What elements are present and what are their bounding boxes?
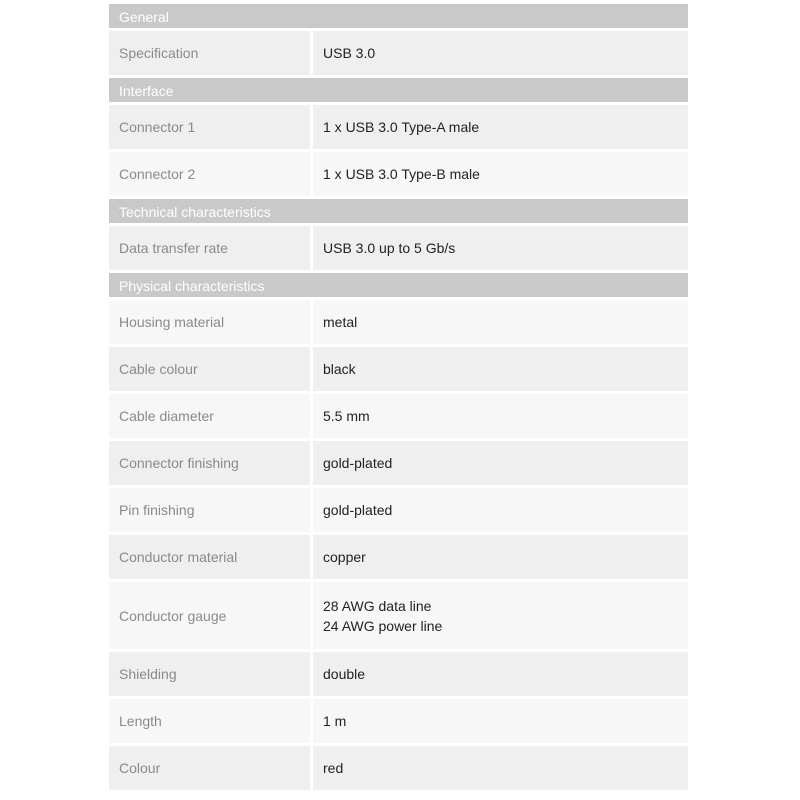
spec-label: Connector 1 <box>109 105 310 149</box>
spec-label: Shielding <box>109 652 310 696</box>
section-header-physical: Physical characteristics <box>109 273 688 300</box>
spec-label: Pin finishing <box>109 488 310 532</box>
spec-value: double <box>310 652 688 696</box>
section-header-technical: Technical characteristics <box>109 199 688 226</box>
spec-label: Housing material <box>109 300 310 344</box>
spec-value <box>310 582 688 649</box>
spec-label: Connector finishing <box>109 441 310 485</box>
spec-label: Length <box>109 699 310 743</box>
spec-row-housing-material <box>109 300 688 347</box>
spec-row-length <box>109 699 688 746</box>
spec-value: 1 m <box>310 699 688 743</box>
spec-value: copper <box>310 535 688 579</box>
spec-label: Conductor gauge <box>109 582 310 649</box>
spec-table <box>109 4 688 793</box>
spec-value: 1 x USB 3.0 Type-A male <box>310 105 688 149</box>
spec-value: red <box>310 746 688 790</box>
spec-label: Conductor material <box>109 535 310 579</box>
spec-row-conductor-gauge <box>109 582 688 652</box>
spec-value-line-1: 28 AWG data line <box>323 597 432 614</box>
spec-value: gold-plated <box>310 488 688 532</box>
spec-label: Cable diameter <box>109 394 310 438</box>
spec-label: Specification <box>109 31 310 75</box>
spec-row-cable-diameter <box>109 394 688 441</box>
spec-label: Connector 2 <box>109 152 310 196</box>
spec-value: black <box>310 347 688 391</box>
spec-value-line-2: 24 AWG power line <box>323 617 443 634</box>
spec-row-connector-1 <box>109 105 688 152</box>
spec-label: Colour <box>109 746 310 790</box>
spec-value: 1 x USB 3.0 Type-B male <box>310 152 688 196</box>
spec-value: 5.5 mm <box>310 394 688 438</box>
spec-value: USB 3.0 <box>310 31 688 75</box>
spec-row-shielding <box>109 652 688 699</box>
spec-label: Data transfer rate <box>109 226 310 270</box>
spec-value: gold-plated <box>310 441 688 485</box>
spec-row-connector-2 <box>109 152 688 199</box>
spec-row-connector-finishing <box>109 441 688 488</box>
spec-label: Cable colour <box>109 347 310 391</box>
section-header-interface: Interface <box>109 78 688 105</box>
spec-row-colour <box>109 746 688 793</box>
spec-row-specification <box>109 31 688 78</box>
spec-value: USB 3.0 up to 5 Gb/s <box>310 226 688 270</box>
spec-row-data-transfer-rate <box>109 226 688 273</box>
spec-row-conductor-material <box>109 535 688 582</box>
spec-row-pin-finishing <box>109 488 688 535</box>
section-header-general: General <box>109 4 688 31</box>
spec-row-cable-colour <box>109 347 688 394</box>
spec-value: metal <box>310 300 688 344</box>
